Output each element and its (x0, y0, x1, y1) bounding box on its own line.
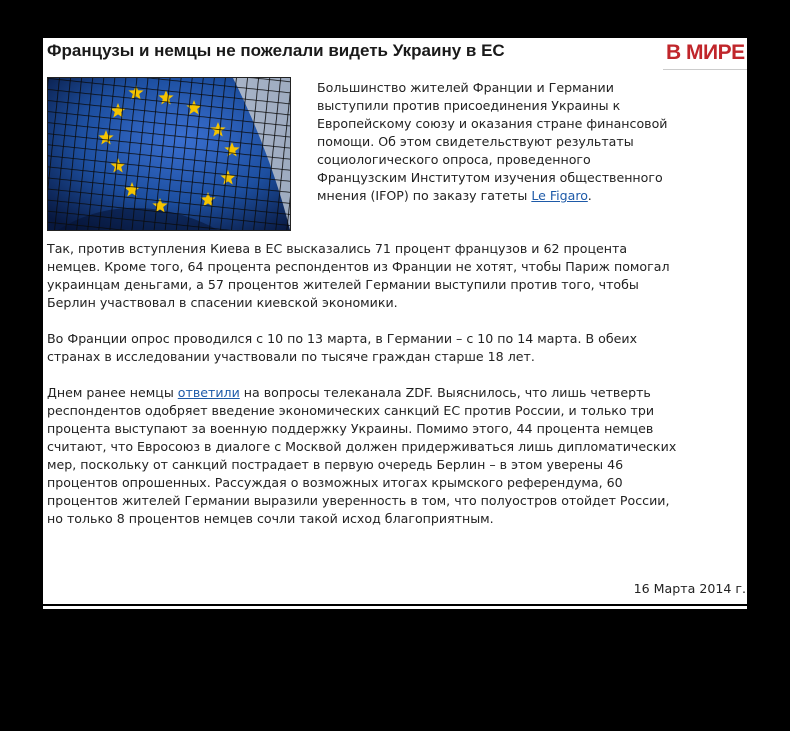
article-page (43, 36, 747, 609)
le-figaro-link[interactable]: Le Figaro (531, 188, 588, 203)
section-divider (663, 69, 747, 70)
intro-text: Большинство жителей Франции и Германии выступили против присоединения Украины к Европейскому союзу и оказания стране финансовой помощи. Об этом свидетельствуют результаты социологического опроса, проведенного Французским Институтом изучения общественного мнения (IFOP) по заказу гатеты (317, 80, 668, 203)
bottom-rule (43, 604, 747, 606)
paragraph-2: Во Франции опрос проводился с 10 по 13 марта, в Германии – с 10 по 14 марта. В обеих странах в исследовании участвовали по тысяче граждан старше 18 лет. (47, 331, 638, 364)
paragraph-3 (47, 384, 677, 528)
paragraph-3-start: Днем ранее немцы (47, 385, 178, 400)
publish-date: 16 Марта 2014 г. (633, 581, 746, 596)
paragraph-3-rest: на вопросы телеканала ZDF. Выяснилось, что лишь четверть респондентов одобряет введение экономических санкций ЕС против России, и только три процента выступают за военную поддержку Украины. Помимо этого, 44 процента немцев считают, что Евросоюз в диалоге с Москвой должен придерживаться лишь дипломатических мер, поскольку от санкций пострадает в первую очередь Берлин – в этом уверены 46 процентов опрошенных. Рассуждая о возможных итогах крымского референдума, 60 процентов жителей Германии выразили уверенность в том, что полуостров отойдет России, но только 8 процентов немцев сочли такой исход благоприятным. (47, 385, 677, 526)
eu-flag-photo (47, 77, 291, 231)
article-title: Французы и немцы не пожелали видеть Украину в ЕС (47, 41, 505, 60)
paragraph-1: Так, против вступления Киева в ЕС высказались 71 процент французов и 62 процента немцев. Кроме того, 64 процента респондентов из Франции не хотят, чтобы Париж помогал украинцам деньгами, а 57 процентов жителей Германии выступили против того, чтобы Берлин участвовал в спасении киевской экономики. (47, 241, 670, 310)
intro-paragraph (317, 79, 677, 205)
answered-link[interactable]: ответили (177, 385, 240, 400)
top-rule (43, 36, 747, 38)
section-label[interactable]: В МИРЕ (666, 41, 745, 64)
intro-end: . (587, 188, 592, 203)
